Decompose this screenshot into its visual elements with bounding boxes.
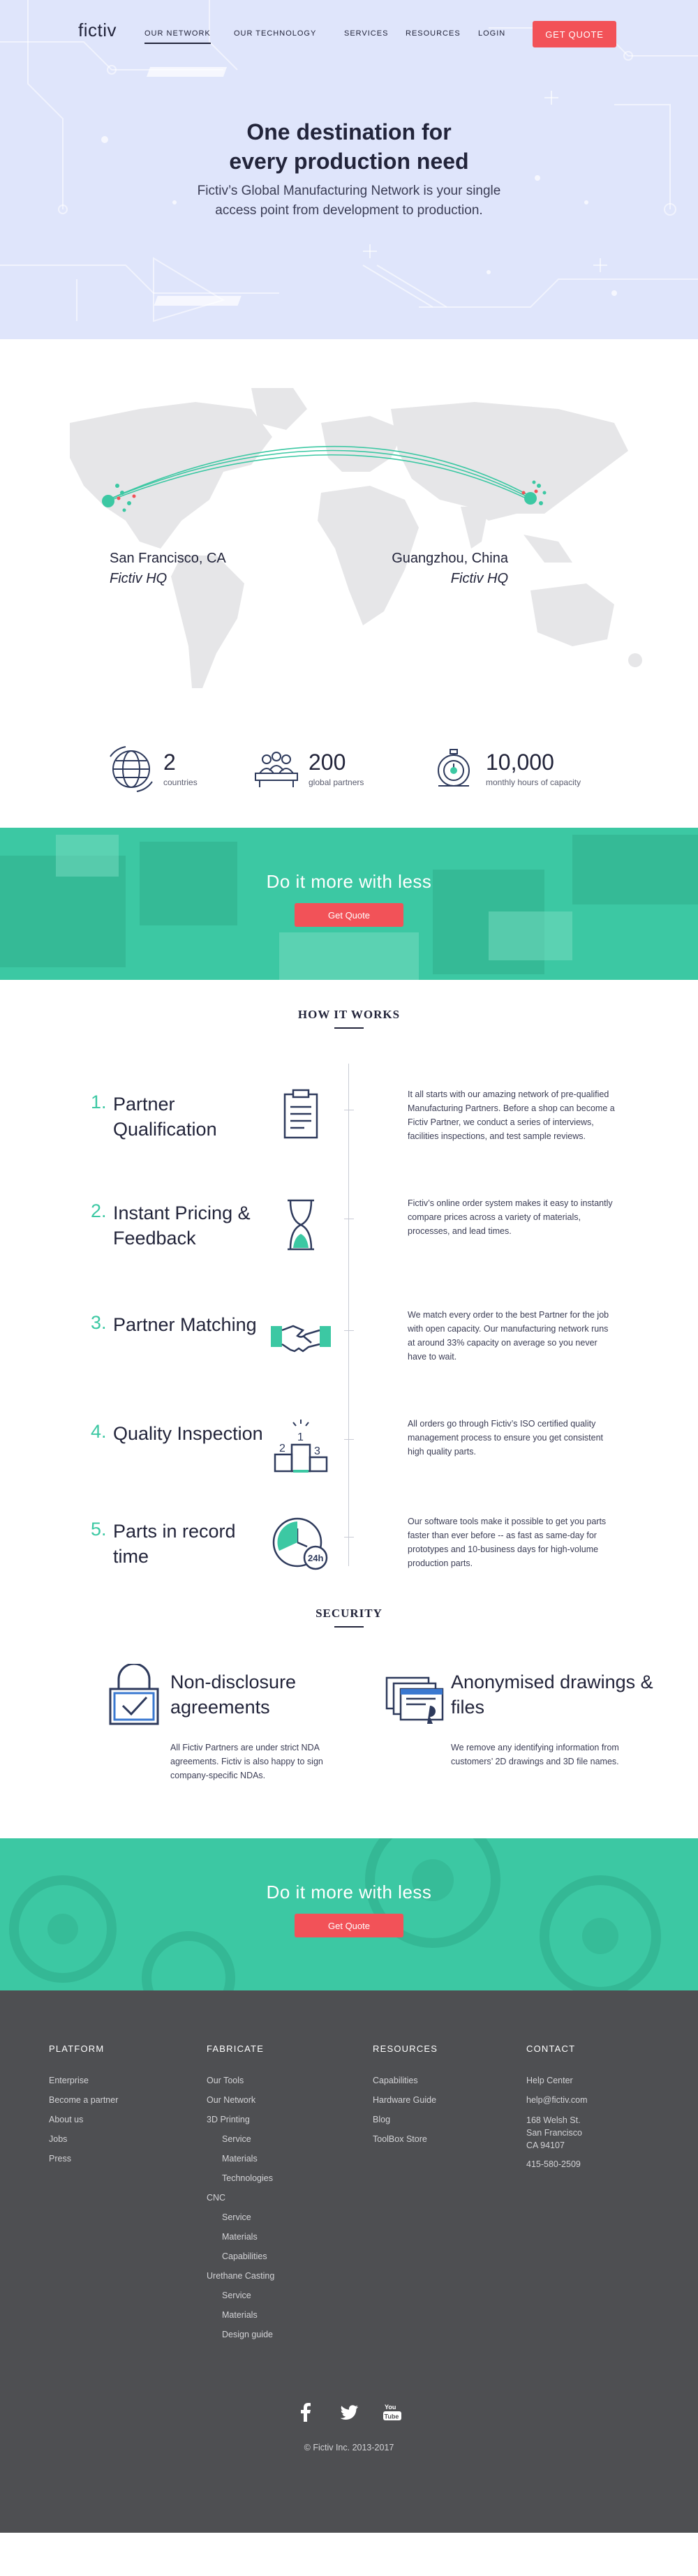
- step-3-tick: [344, 1330, 354, 1331]
- footer-platform-column: [49, 2043, 118, 2168]
- stat-countries: [105, 741, 198, 797]
- footer-resources-column: [373, 2043, 438, 2149]
- footer-link-enterprise[interactable]: Enterprise: [49, 2076, 89, 2085]
- partners-icon: [250, 743, 303, 796]
- cta-2-title: Do it more with less: [266, 1882, 432, 1903]
- top-nav: [0, 0, 698, 67]
- step-3: [0, 1312, 698, 1382]
- stats-row: [0, 741, 698, 797]
- footer-contact-column: [526, 2043, 587, 2174]
- fictiv-logo[interactable]: fictiv: [78, 20, 117, 40]
- youtube-icon[interactable]: [383, 2402, 402, 2422]
- hero-subtitle: [0, 181, 698, 221]
- nda-description: All Fictiv Partners are under strict NDA agreements. Fictiv is also happy to sign company-specific NDAs.: [170, 1743, 323, 1780]
- hourglass-icon: [269, 1193, 332, 1256]
- hero-title-line2: every production need: [229, 149, 469, 174]
- anonymised-title: Anonymised drawings & files: [451, 1672, 653, 1718]
- footer-link-3d-printing[interactable]: 3D Printing: [207, 2115, 250, 2124]
- footer-link-capabilities[interactable]: Capabilities: [373, 2076, 418, 2085]
- lock-icon: [103, 1664, 166, 1727]
- step-3-title: Partner Matching: [113, 1314, 257, 1335]
- footer-link-3d-technologies[interactable]: Technologies: [222, 2173, 273, 2183]
- step-4: [0, 1421, 698, 1491]
- svg-text:Tube: Tube: [384, 2413, 399, 2420]
- step-3-number: 3.: [91, 1312, 107, 1333]
- stat-countries-number: 2: [163, 750, 176, 775]
- footer-link-3d-service[interactable]: Service: [222, 2134, 251, 2144]
- files-icon: [384, 1664, 447, 1727]
- stat-countries-label: countries: [163, 777, 198, 787]
- step-4-title: Quality Inspection: [113, 1423, 263, 1444]
- city-sf-name: San Francisco, CA: [110, 551, 226, 566]
- step-5-description: Our software tools make it possible to get you parts faster than ever before -- as fast as same-day for prototypes and 10-business days for high-volume production parts.: [408, 1517, 607, 1568]
- stat-partners: [250, 741, 364, 797]
- footer-link-our-tools[interactable]: Our Tools: [207, 2076, 244, 2085]
- footer-link-help-center[interactable]: Help Center: [526, 2076, 573, 2085]
- footer-link-design-guide[interactable]: Design guide: [222, 2330, 273, 2339]
- security-title: SECURITY: [0, 1607, 698, 1621]
- stat-capacity-number: 10,000: [486, 750, 554, 775]
- stat-capacity: [427, 741, 581, 797]
- svg-text:24h: 24h: [308, 1553, 324, 1563]
- step-2-title: Instant Pricing & Feedback: [113, 1203, 251, 1249]
- footer-link-urethane-service[interactable]: Service: [222, 2291, 251, 2300]
- footer-link-3d-materials[interactable]: Materials: [222, 2154, 258, 2164]
- hero-title-line1: One destination for: [246, 119, 452, 144]
- globe-icon: [105, 743, 158, 796]
- footer-link-blog[interactable]: Blog: [373, 2115, 391, 2124]
- footer-platform-heading: PLATFORM: [49, 2043, 105, 2054]
- footer-link-about-us[interactable]: About us: [49, 2115, 84, 2124]
- clipboard-icon: [269, 1085, 332, 1147]
- step-2: [0, 1200, 698, 1270]
- footer-fabricate-heading: FABRICATE: [207, 2043, 265, 2054]
- city-sf-sub: Fictiv HQ: [110, 571, 168, 586]
- cta-banner-1: [0, 828, 698, 980]
- city-gz-sub: Fictiv HQ: [450, 571, 508, 586]
- footer-link-become-partner[interactable]: Become a partner: [49, 2095, 119, 2105]
- world-map: [42, 381, 656, 702]
- footer-link-email[interactable]: help@fictiv.com: [526, 2095, 588, 2105]
- step-1-description: It all starts with our amazing network of pre-qualified Manufacturing Partners. Before a shop can become a Fictiv Partner, we conduct a series of interviews, facilities inspections, and test sample reviews.: [408, 1089, 615, 1141]
- security-section: [0, 1594, 698, 1838]
- nav-resources[interactable]: RESOURCES: [406, 29, 461, 38]
- step-2-number: 2.: [91, 1200, 107, 1221]
- footer-address-line3: CA 94107: [526, 2141, 565, 2150]
- nav-login[interactable]: LOGIN: [478, 29, 506, 38]
- city-gz-name: Guangzhou, China: [392, 551, 508, 566]
- step-3-description: We match every order to the best Partner for the job with open capacity. Our manufacturing network runs at around 33% capacity on average so you never have to wait.: [408, 1310, 609, 1362]
- footer-address-line1: 168 Welsh St.: [526, 2115, 581, 2125]
- how-it-works-section: [0, 980, 698, 1594]
- city-san-francisco: [110, 549, 226, 589]
- step-1-title: Partner Qualification: [113, 1094, 217, 1140]
- handshake-icon: [269, 1305, 332, 1368]
- svg-text:3: 3: [314, 1445, 320, 1457]
- footer-address-line2: San Francisco: [526, 2128, 582, 2138]
- step-5-tick: [344, 1537, 354, 1538]
- svg-text:You: You: [385, 2404, 396, 2411]
- step-4-description: All orders go through Fictiv’s ISO certified quality management process to ensure you get consistent high quality parts.: [408, 1419, 604, 1457]
- stat-partners-label: global partners: [309, 777, 364, 787]
- hero-subtitle-line2: access point from development to production.: [215, 203, 483, 218]
- footer-address: [526, 2114, 587, 2152]
- network-map-section: [0, 339, 698, 828]
- cta-banner-2: [0, 1838, 698, 1990]
- step-4-tick: [344, 1439, 354, 1440]
- hero-section: [0, 0, 698, 339]
- step-5-title: Parts in record time: [113, 1521, 236, 1567]
- clock-24h-icon: [269, 1512, 332, 1574]
- svg-text:1: 1: [297, 1431, 304, 1443]
- how-it-works-title: HOW IT WORKS: [0, 1008, 698, 1022]
- footer-link-press[interactable]: Press: [49, 2154, 71, 2164]
- step-2-description: Fictiv’s online order system makes it easy to instantly compare prices across a variety of materials, processes, and lead times.: [408, 1198, 613, 1236]
- footer-resources-heading: RESOURCES: [373, 2043, 438, 2054]
- timer-icon: [427, 743, 480, 796]
- nda-block: [103, 1664, 383, 1817]
- footer-link-cnc-service[interactable]: Service: [222, 2212, 251, 2222]
- hero-title: [0, 117, 698, 176]
- nda-title: Non-disclosure agreements: [170, 1672, 297, 1718]
- cta-1-get-quote-button[interactable]: Get Quote: [295, 903, 403, 927]
- step-4-number: 4.: [91, 1421, 107, 1442]
- footer-phone[interactable]: 415-580-2509: [526, 2159, 581, 2169]
- footer-link-jobs[interactable]: Jobs: [49, 2134, 68, 2144]
- podium-icon: [269, 1414, 332, 1477]
- cta-2-get-quote-button[interactable]: Get Quote: [295, 1914, 403, 1937]
- hero-subtitle-line1: Fictiv’s Global Manufacturing Network is your single: [197, 184, 501, 198]
- twitter-icon[interactable]: [339, 2402, 359, 2422]
- anonymised-description: We remove any identifying information from customers’ 2D drawings and 3D file names.: [451, 1743, 619, 1766]
- stat-capacity-label: monthly hours of capacity: [486, 777, 581, 787]
- nav-our-network[interactable]: OUR NETWORK: [144, 29, 211, 38]
- step-1: [0, 1089, 698, 1161]
- footer-link-urethane-materials[interactable]: Materials: [222, 2310, 258, 2320]
- step-5-number: 5.: [91, 1519, 107, 1540]
- footer-link-hardware-guide[interactable]: Hardware Guide: [373, 2095, 437, 2105]
- footer-contact-heading: CONTACT: [526, 2043, 576, 2054]
- footer-fabricate-column: [207, 2043, 274, 2344]
- facebook-icon[interactable]: [296, 2402, 315, 2422]
- get-quote-button[interactable]: GET QUOTE: [533, 21, 616, 47]
- step-5: [0, 1519, 698, 1588]
- footer-link-cnc-capabilities[interactable]: Capabilities: [222, 2251, 267, 2261]
- nav-services[interactable]: SERVICES: [344, 29, 389, 38]
- footer-link-cnc-materials[interactable]: Materials: [222, 2232, 258, 2242]
- social-links: [0, 2402, 698, 2422]
- site-footer: [0, 1990, 698, 2533]
- city-guangzhou: [380, 549, 508, 589]
- copyright: © Fictiv Inc. 2013-2017: [304, 2443, 394, 2452]
- nav-our-technology[interactable]: OUR TECHNOLOGY: [234, 29, 317, 38]
- footer-link-urethane-casting[interactable]: Urethane Casting: [207, 2271, 275, 2281]
- step-1-number: 1.: [91, 1092, 107, 1112]
- footer-link-toolbox-store[interactable]: ToolBox Store: [373, 2134, 427, 2144]
- cta-1-title: Do it more with less: [266, 871, 432, 892]
- svg-text:2: 2: [279, 1443, 285, 1454]
- footer-link-our-network[interactable]: Our Network: [207, 2095, 256, 2105]
- anonymised-files-block: [384, 1664, 663, 1817]
- stat-partners-number: 200: [309, 750, 346, 775]
- footer-link-cnc[interactable]: CNC: [207, 2193, 226, 2203]
